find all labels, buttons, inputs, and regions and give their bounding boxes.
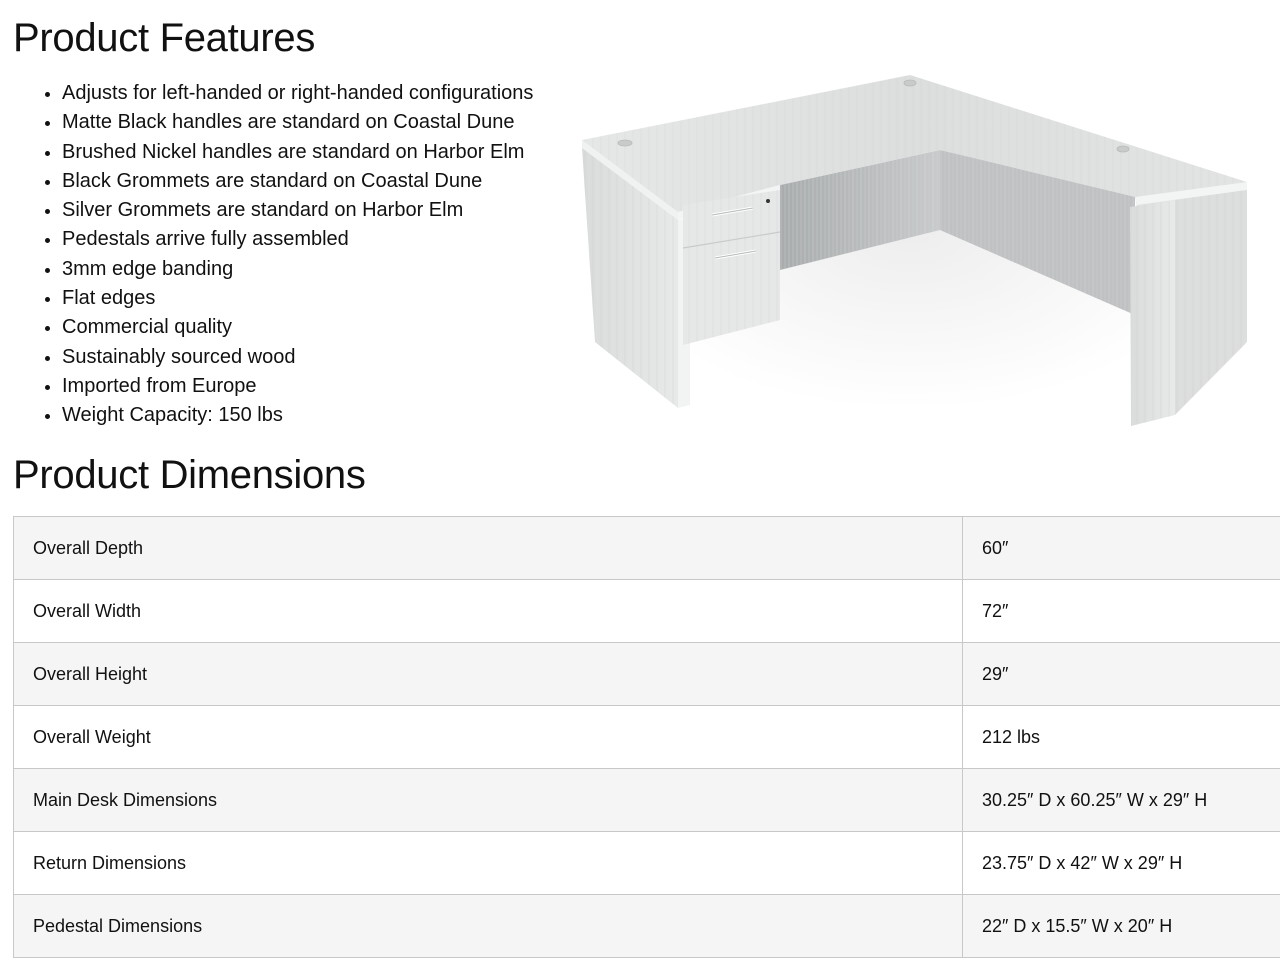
table-row (14, 832, 1280, 895)
table-row (14, 580, 1280, 643)
feature-item: • 3mm edge banding (62, 255, 533, 284)
dimension-value: 60″ (963, 517, 1280, 580)
feature-item: • Commercial quality (62, 313, 533, 342)
dimension-label: Overall Height (14, 643, 963, 706)
feature-item: • Weight Capacity: 150 lbs (62, 401, 533, 430)
feature-item: • Pedestals arrive fully assembled (62, 225, 533, 254)
table-row (14, 706, 1280, 769)
dimensions-table (13, 516, 1280, 958)
table-row (14, 643, 1280, 706)
table-row (14, 895, 1280, 958)
feature-item: • Silver Grommets are standard on Harbor Elm (62, 196, 533, 225)
feature-item: • Adjusts for left-handed or right-handed configurations (62, 79, 533, 108)
dimension-value: 23.75″ D x 42″ W x 29″ H (963, 832, 1280, 895)
dimension-label: Overall Width (14, 580, 963, 643)
dimension-value: 22″ D x 15.5″ W x 20″ H (963, 895, 1280, 958)
feature-item: • Black Grommets are standard on Coastal Dune (62, 167, 533, 196)
table-row (14, 517, 1280, 580)
dimension-value: 212 lbs (963, 706, 1280, 769)
feature-item: • Imported from Europe (62, 372, 533, 401)
dimension-label: Overall Weight (14, 706, 963, 769)
dimension-value: 72″ (963, 580, 1280, 643)
dimension-label: Pedestal Dimensions (14, 895, 963, 958)
product-dimensions-heading: Product Dimensions (13, 453, 366, 497)
dimension-label: Return Dimensions (14, 832, 963, 895)
dimension-label: Overall Depth (14, 517, 963, 580)
dimension-label: Main Desk Dimensions (14, 769, 963, 832)
l-shaped-desk-image (575, 70, 1255, 448)
feature-item: • Sustainably sourced wood (62, 343, 533, 372)
product-features-heading: Product Features (13, 16, 316, 60)
dimension-value: 30.25″ D x 60.25″ W x 29″ H (963, 769, 1280, 832)
feature-list (0, 79, 533, 431)
feature-item: • Brushed Nickel handles are standard on Harbor Elm (62, 138, 533, 167)
table-row (14, 769, 1280, 832)
feature-item: • Matte Black handles are standard on Coastal Dune (62, 108, 533, 137)
feature-item: • Flat edges (62, 284, 533, 313)
dimension-value: 29″ (963, 643, 1280, 706)
